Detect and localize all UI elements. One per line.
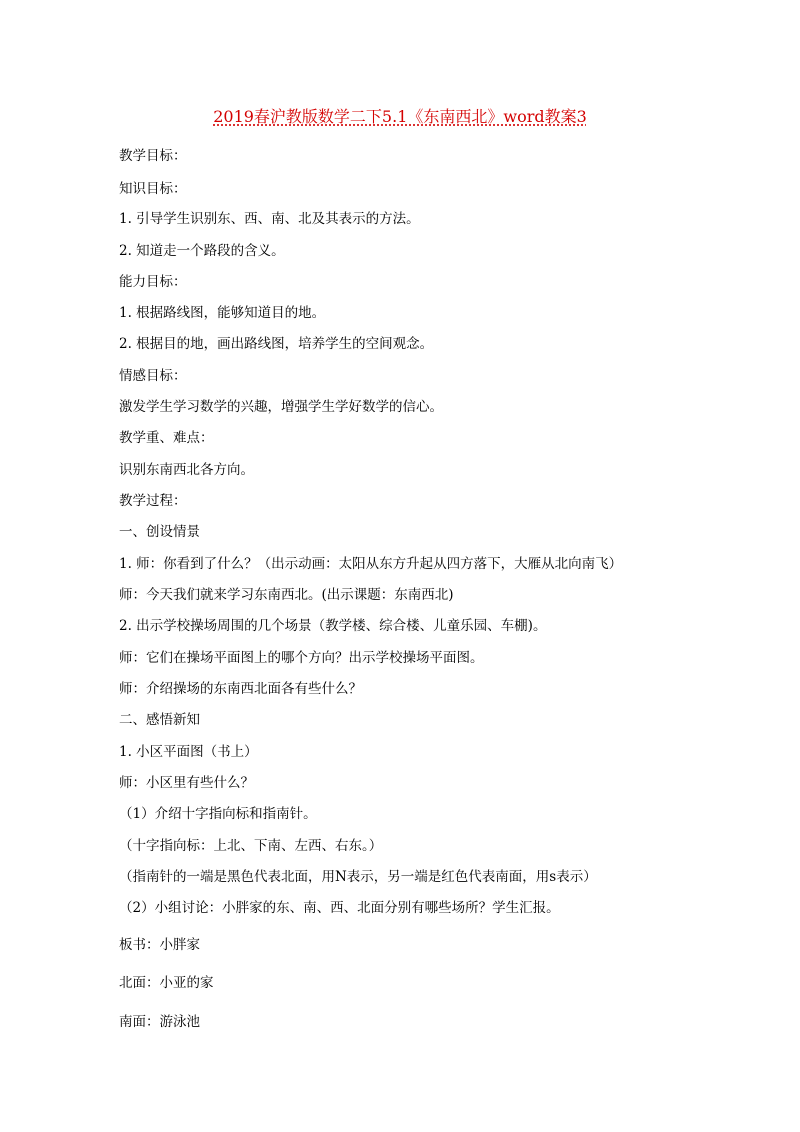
- paragraph-line: 2. 知道走一个路段的含义。: [119, 243, 285, 259]
- paragraph-line: 情感目标：: [119, 368, 187, 384]
- paragraph-line: 教学过程：: [119, 493, 187, 509]
- paragraph-line: 1. 师：你看到了什么？（出示动画：太阳从东方升起从四方落下，大雁从北向南飞）: [119, 556, 623, 572]
- paragraph-line: 1. 引导学生识别东、西、南、北及其表示的方法。: [119, 211, 420, 227]
- paragraph-line: 能力目标：: [119, 274, 187, 290]
- paragraph-line: 教学目标：: [119, 148, 187, 164]
- paragraph-line: 师：它们在操场平面图上的哪个方向？出示学校操场平面图。: [119, 650, 484, 666]
- document-title: [0, 106, 800, 128]
- paragraph-line: （指南针的一端是黑色代表北面，用N表示，另一端是红色代表南面，用s表示）: [119, 869, 597, 885]
- paragraph-line: 师：今天我们就来学习东南西北。(出示课题：东南西北): [119, 587, 454, 603]
- paragraph-line: 北面：小亚的家: [119, 975, 214, 991]
- paragraph-line: 2. 根据目的地，画出路线图，培养学生的空间观念。: [119, 336, 434, 352]
- paragraph-line: 识别东南西北各方向。: [119, 462, 254, 478]
- document-title-text: 2019春沪教版数学二下5.1《东南西北》word教案3: [213, 107, 587, 126]
- paragraph-line: （1）介绍十字指向标和指南针。: [119, 806, 317, 822]
- paragraph-line: 1. 小区平面图（书上）: [119, 744, 258, 760]
- paragraph-line: 板书：小胖家: [119, 937, 200, 953]
- paragraph-line: 2. 出示学校操场周围的几个场景（教学楼、综合楼、儿童乐园、车棚)。: [119, 618, 547, 634]
- paragraph-line: 师：介绍操场的东南西北面各有些什么？: [119, 681, 362, 697]
- paragraph-line: 一、创设情景: [119, 524, 200, 540]
- paragraph-line: （十字指向标：上北、下南、左西、右东。）: [119, 838, 383, 854]
- paragraph-line: 知识目标：: [119, 181, 187, 197]
- paragraph-line: 南面：游泳池: [119, 1014, 200, 1030]
- paragraph-line: （2）小组讨论：小胖家的东、南、西、北面分别有哪些场所？学生汇报。: [119, 900, 560, 916]
- paragraph-line: 教学重、难点：: [119, 430, 214, 446]
- paragraph-line: 激发学生学习数学的兴趣，增强学生学好数学的信心。: [119, 399, 443, 415]
- paragraph-line: 二、感悟新知: [119, 712, 200, 728]
- paragraph-line: 师：小区里有些什么？: [119, 775, 254, 791]
- paragraph-line: 1. 根据路线图，能够知道目的地。: [119, 305, 326, 321]
